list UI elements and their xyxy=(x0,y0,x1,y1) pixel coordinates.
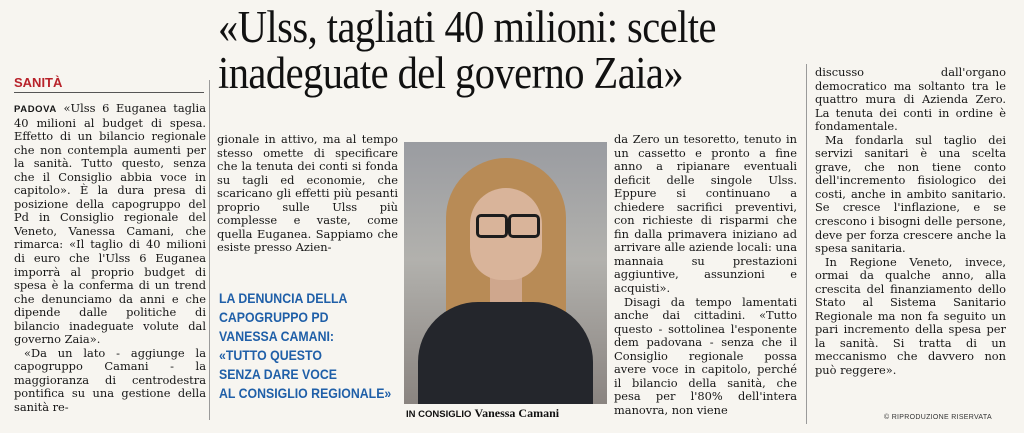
portrait-photo xyxy=(404,142,607,404)
pull-quote-line: SENZA DARE VOCE xyxy=(219,366,337,382)
paragraph: In Regione Veneto, invece, ormai da qualche anno, alla crescita del finanziamento dello Stato al Sistema Sanitario Regionale ma non fa seguito un pari incremento della spesa per la sanità. Si tratta di un meccanismo che davvero non può reggere». xyxy=(815,254,1006,378)
paragraph: «Da un lato - aggiunge la capogruppo Camani - la maggioranza di centrodestra pontifica su una gestione della sanità re- xyxy=(14,345,206,415)
photo-caption xyxy=(406,406,611,421)
headline-line-2: inadeguate del governo Zaia» xyxy=(218,48,684,98)
paragraph xyxy=(14,102,206,347)
paragraph: gionale in attivo, ma al tempo stesso omette di specificare che la tenuta dei conti si fonda su tagli ed economie, che scaricano gli effetti più pesanti proprio sulle Ulss più complesse e vaste, come quella Euganea. Sappiamo che esiste presso Azien- xyxy=(217,133,398,255)
headline-line-1: «Ulss, tagliati 40 milioni: scelte xyxy=(218,2,716,52)
caption-label: IN CONSIGLIO xyxy=(406,409,472,420)
column-divider xyxy=(209,80,210,420)
pull-quote xyxy=(219,289,392,403)
paragraph: da Zero un tesoretto, tenuto in un cassetto e pronto a fine anno a ripianare eventuali deficit delle singole Ulss. Eppure si continuano a chiedere sacrifici preventivi, con richieste di risparmi che fin dalla primavera iniziano ad arrivare alle aziende locali: una mannaia su prestazioni aggiuntive, assunzioni e acquisti». xyxy=(614,133,797,296)
glasses-lens-left xyxy=(476,214,508,238)
dateline: PADOVA xyxy=(14,104,57,115)
pull-quote-line: CAPOGRUPPO PD xyxy=(219,309,329,325)
section-label: SANITÀ xyxy=(14,75,204,93)
pull-quote-line: VANESSA CAMANI: xyxy=(219,328,334,344)
paragraph: Disagi da tempo lamentati anche dai cittadini. «Tutto questo - sottolinea l'esponente dem padovana - senza che il Consiglio regionale possa avere voce in capitolo, perché il bilancio della sanità, che pesa per l'80% dell'intera manovra, non viene xyxy=(614,294,797,417)
paragraph: Ma fondarla sul taglio dei servizi sanitari è una scelta grave, che non tiene conto dell'incremento fisiologico dei costi, anche in ambito sanitario. Se cresce l'inflazione, e se crescono i bisogni delle persone, deve per forza crescere anche la spesa sanitaria. xyxy=(815,132,1006,256)
pull-quote-line: «TUTTO QUESTO xyxy=(219,347,322,363)
copyright-notice: © RIPRODUZIONE RISERVATA xyxy=(884,414,992,421)
photo-torso xyxy=(418,302,593,404)
headline xyxy=(218,4,749,96)
glasses-lens-right xyxy=(508,214,540,238)
article-column-2 xyxy=(217,133,398,273)
caption-name: Vanessa Camani xyxy=(474,406,560,420)
paragraph-text: «Ulss 6 Euganea taglia 40 milioni al budget di spesa. Effetto di un bilancio regionale che non contempla aumenti per la sanità. Tutto questo, senza che il Consiglio abbia voce in capitolo». È la dura presa di posizione della capogruppo del Pd in Consiglio regionale del Veneto, Vanessa Camani, che rimarca: «Il taglio di 40 milioni di euro che l'Ulss 6 Euganea imporrà al proprio budget di spesa è la conferma di un trend che denunciamo da anni e che dipende dalle politiche di bilancio inadeguate volute dal governo Zaia». xyxy=(14,102,206,347)
pull-quote-line: LA DENUNCIA DELLA xyxy=(219,290,348,306)
paragraph: discusso dall'organo democratico ma soltanto tra le quattro mura di Azienda Zero. La tenuta dei conti in ordine è fondamentale. xyxy=(815,66,1006,134)
article-column-1 xyxy=(14,102,206,424)
column-divider xyxy=(806,64,807,424)
pull-quote-line: AL CONSIGLIO REGIONALE» xyxy=(219,385,392,401)
article-column-4 xyxy=(815,66,1006,412)
article-column-3 xyxy=(614,133,797,425)
